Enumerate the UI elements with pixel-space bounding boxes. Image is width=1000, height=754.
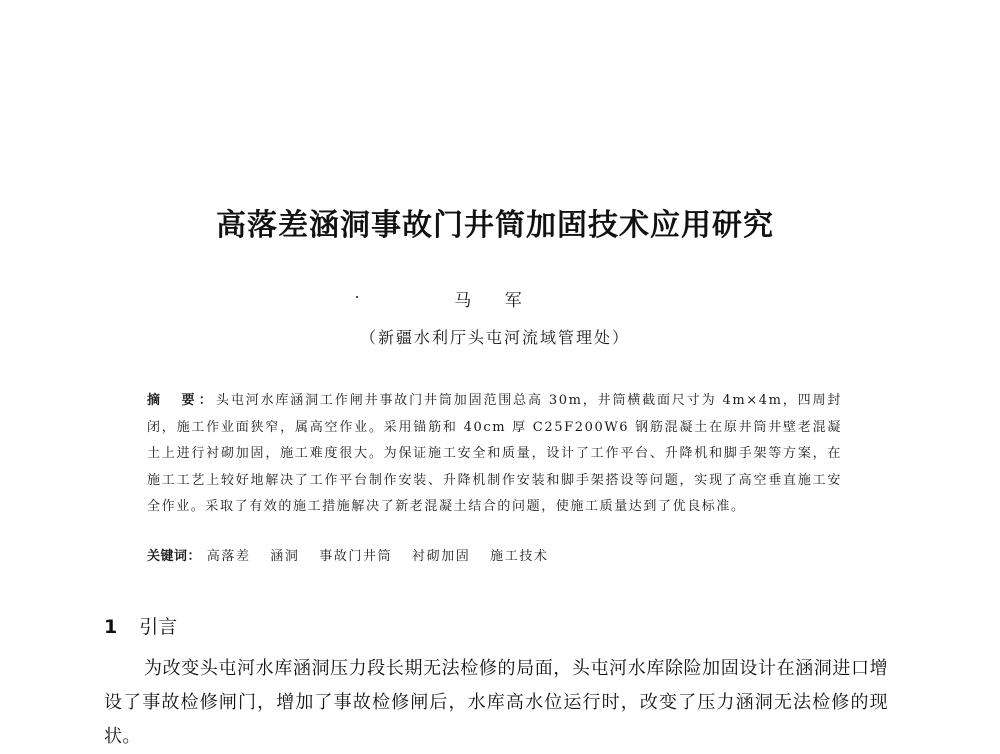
keyword-item: 施工技术 (490, 549, 549, 564)
keywords-label: 关键词： (147, 549, 202, 564)
keywords-block (147, 545, 847, 564)
keyword-item: 事故门井筒 (319, 549, 393, 564)
abstract-label: 摘 要： (147, 393, 217, 408)
keyword-item: 衬砌加固 (411, 549, 471, 564)
article-title: 高落差涵洞事故门井筒加固技术应用研究 (216, 208, 774, 243)
abstract-block (147, 388, 842, 521)
section-body-text: 为改变头屯河水库涵洞压力段长期无法检修的局面，头屯河水库除险加固设计在涵洞进口增设了事故检修闸门，增加了事故检修闸后，水库高水位运行时，改变了压力涵洞无法检修的现状。 (104, 658, 888, 747)
section-number: 1 (104, 616, 118, 638)
author-name: 马 军 (454, 291, 536, 311)
section-heading (104, 612, 177, 639)
section-title: 引言 (139, 616, 178, 638)
author-affiliation: （新疆水利厅头屯河流域管理处） (359, 328, 630, 347)
keyword-item: 高落差 (206, 549, 251, 564)
abstract-text: 头屯河水库涵洞工作闸井事故门井筒加固范围总高 30m，井筒横截面尺寸为 4m×4m，四周封闭，施工作业面狭窄，属高空作业。采用锚筋和 40cm 厚 C25F200W6 钢筋混凝土在原井筒井壁老混凝土上进行衬砌加固，施工难度很大。为保证施工安全和质量，设计了工作平台、升降机和脚手架等方案，在施工工艺上较好地解决了工作平台制作安装、升降机制作安装和脚手架搭设等问题，实现了高空垂直施工安全作业。采取了有效的施工措施解决了新老混凝土结合的问题，使施工质量达到了优良标准。 (147, 393, 842, 514)
keyword-item: 涵洞 (270, 549, 300, 564)
